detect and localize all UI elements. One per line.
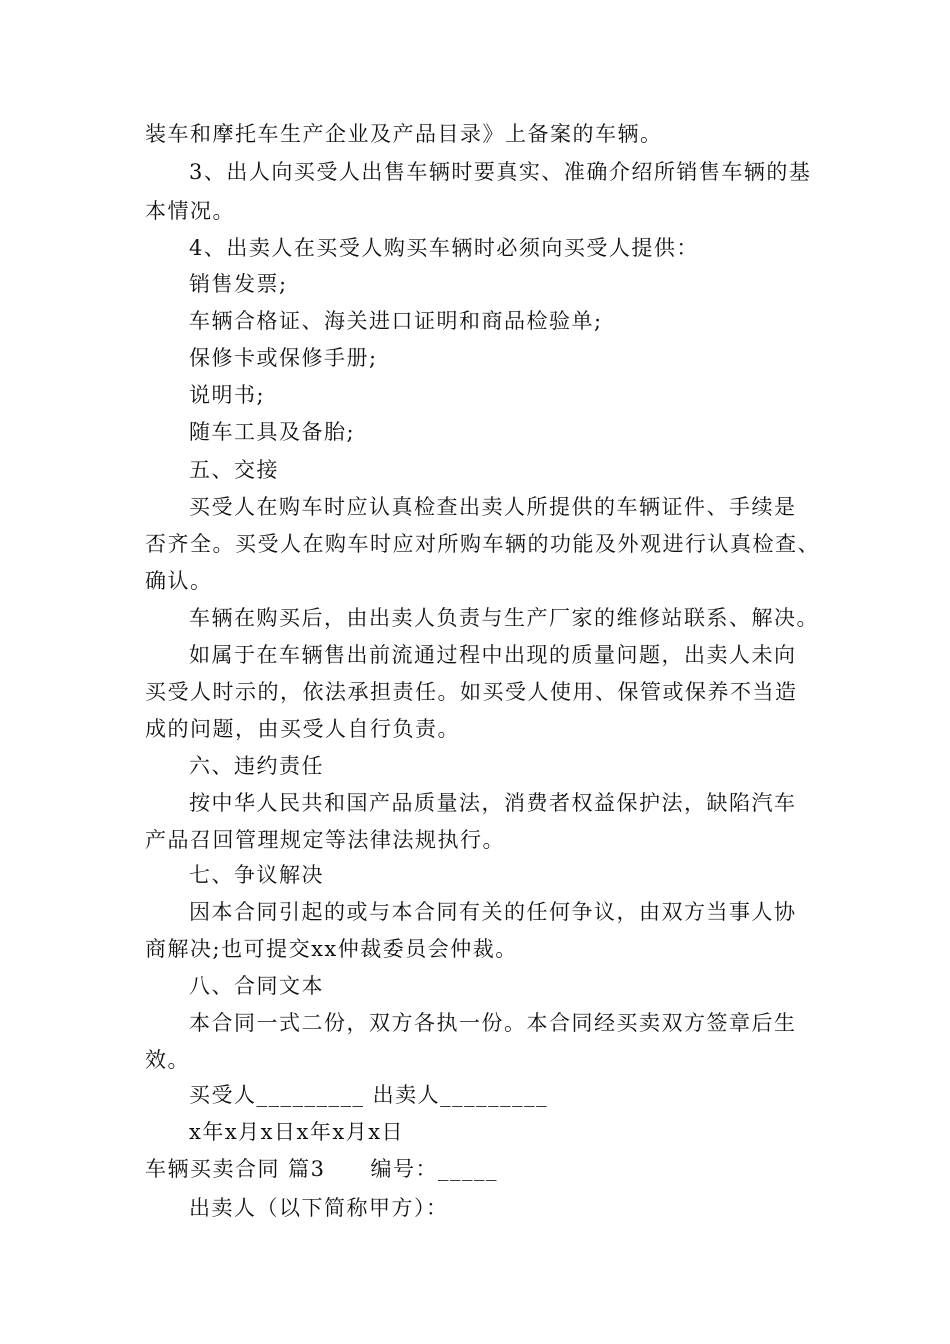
list-item: 说明书; <box>189 383 266 407</box>
body-text-line: 否齐全。买受人在购车时应对所购车辆的功能及外观进行认真检查、 <box>145 532 820 556</box>
section-heading: 五、交接 <box>189 458 279 482</box>
date-line: x年x月x日x年x月x日 <box>189 1120 405 1144</box>
section-heading: 六、违约责任 <box>189 754 324 778</box>
section-heading: 七、争议解决 <box>189 863 324 887</box>
body-text-line: 买受人在购车时应认真检查出卖人所提供的车辆证件、手续是 <box>189 495 797 519</box>
list-item: 保修卡或保修手册; <box>189 346 378 370</box>
body-text-line: 效。 <box>145 1048 190 1072</box>
body-text-line: 本合同一式二份，双方各执一份。本合同经买卖双方签章后生 <box>189 1011 797 1035</box>
body-text-line: 因本合同引起的或与本合同有关的任何争议，由双方当事人协 <box>189 900 797 924</box>
list-item: 随车工具及备胎; <box>189 420 356 444</box>
body-text-line: 买受人时示的，依法承担责任。如买受人使用、保管或保养不当造 <box>145 680 798 704</box>
body-text-line: 商解决;也可提交xx仲裁委员会仲裁。 <box>145 937 518 961</box>
contract-title-line: 车辆买卖合同 篇3 编号：_____ <box>145 1157 499 1181</box>
list-item: 车辆合格证、海关进口证明和商品检验单; <box>189 309 603 333</box>
body-text-line: 装车和摩托车生产企业及产品目录》上备案的车辆。 <box>145 122 663 146</box>
body-text-line: 本情况。 <box>145 199 235 223</box>
body-text-line: 3、出人向买受人出售车辆时要真实、准确介绍所销售车辆的基 <box>189 160 812 184</box>
body-text-line: 按中华人民共和国产品质量法，消费者权益保护法，缺陷汽车 <box>189 791 797 815</box>
signature-line: 买受人_________ 出卖人_________ <box>189 1083 549 1107</box>
party-line: 出卖人（以下简称甲方）： <box>189 1196 449 1220</box>
body-text-line: 车辆在购买后，由出卖人负责与生产厂家的维修站联系、解决。 <box>189 606 819 630</box>
list-item: 销售发票; <box>189 272 288 296</box>
section-heading: 八、合同文本 <box>189 974 324 998</box>
body-text-line: 确认。 <box>145 569 213 593</box>
body-text-line: 成的问题，由买受人自行负责。 <box>145 717 460 741</box>
body-text-line: 如属于在车辆售出前流通过程中出现的质量问题，出卖人未向 <box>189 643 797 667</box>
body-text-line: 4、出卖人在买受人购买车辆时必须向买受人提供： <box>189 236 699 260</box>
body-text-line: 产品召回管理规定等法律法规执行。 <box>145 828 505 852</box>
